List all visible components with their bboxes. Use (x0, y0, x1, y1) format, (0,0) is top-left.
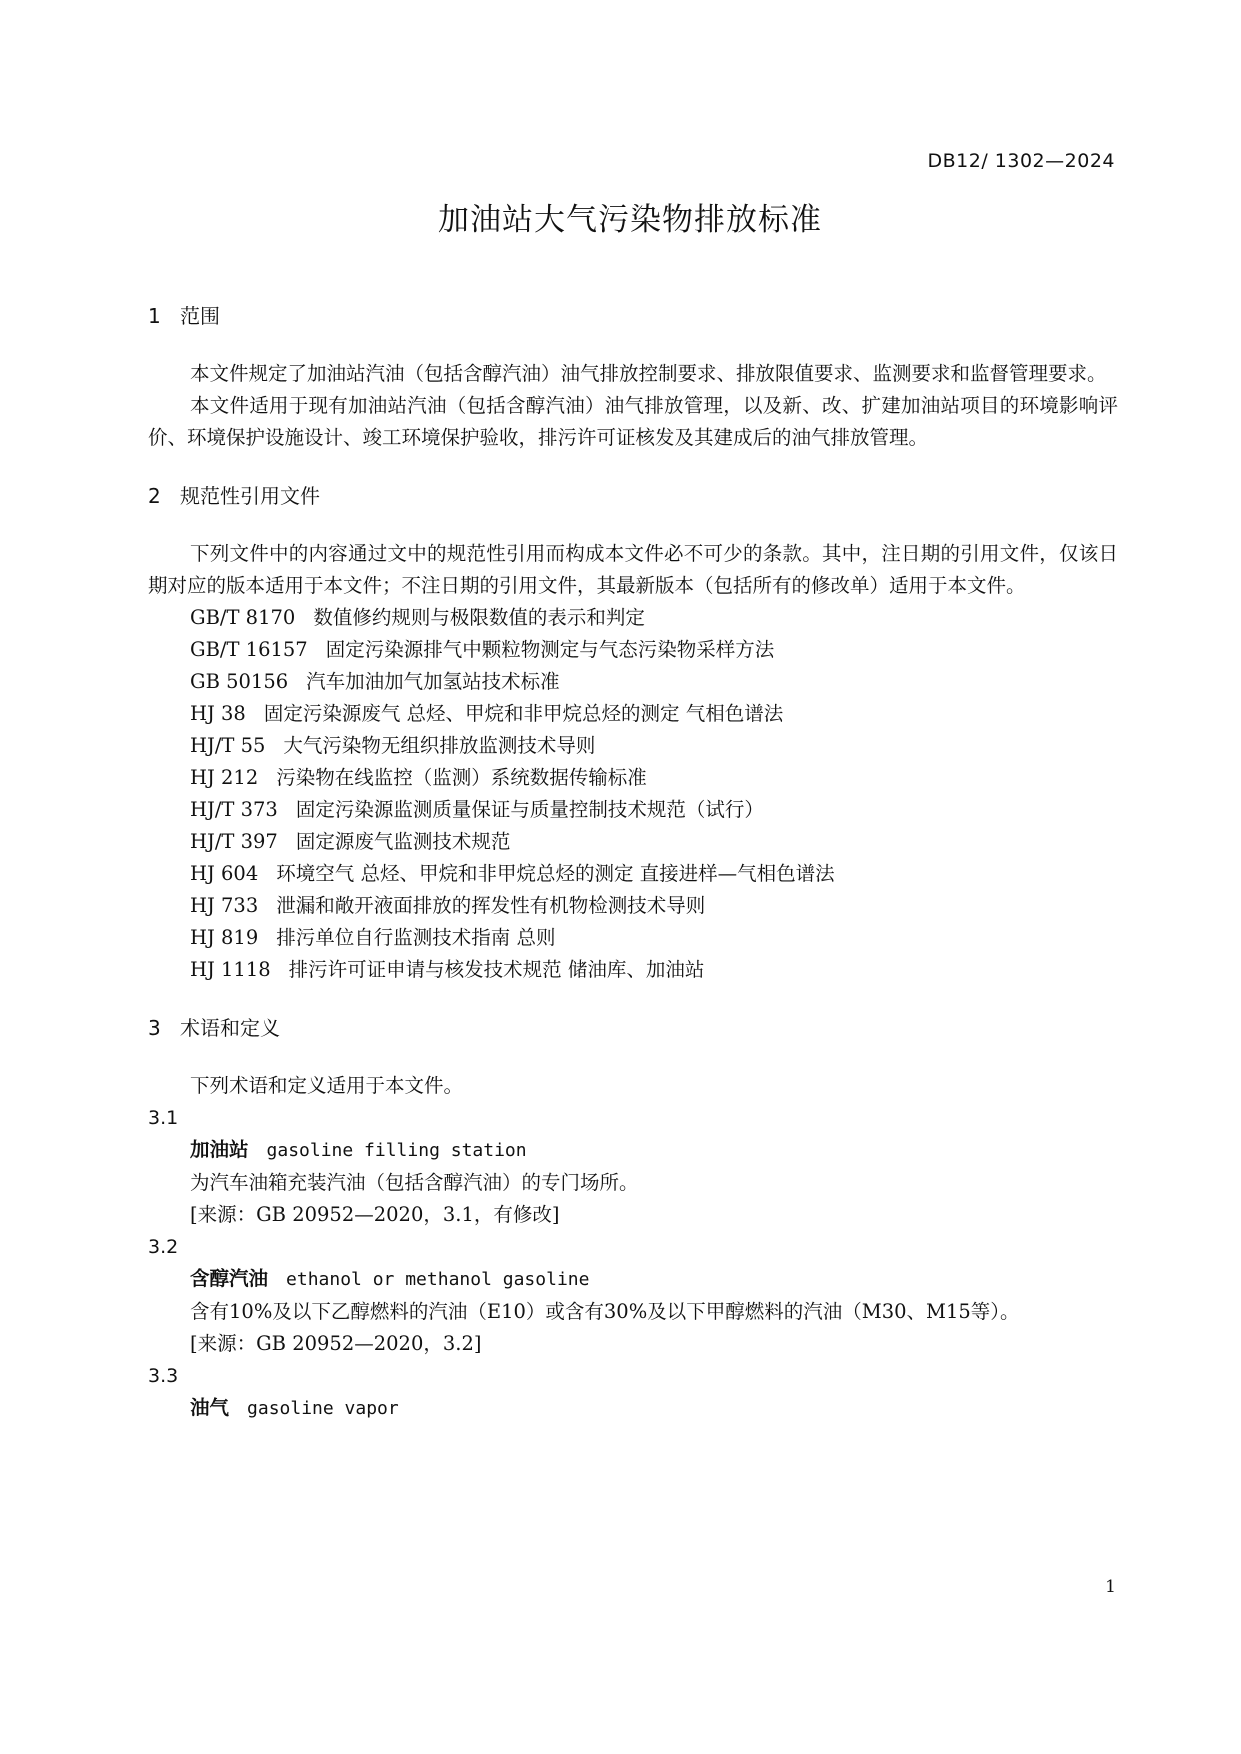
term-heading (148, 1134, 1118, 1167)
reference-item (148, 698, 1118, 730)
section-title: 范围 (180, 304, 220, 328)
term-source: [来源：GB 20952—2020，3.1，有修改] (190, 1203, 560, 1226)
term-english: ethanol or methanol gasoline (286, 1269, 590, 1290)
reference-item (148, 954, 1118, 986)
section-title: 规范性引用文件 (180, 484, 320, 508)
reference-title: 固定源废气监测技术规范 (295, 830, 511, 853)
term-list (148, 1102, 1118, 1425)
term-heading (148, 1392, 1118, 1425)
term-heading (148, 1263, 1118, 1296)
term-entry (148, 1231, 1118, 1360)
reference-item (148, 826, 1118, 858)
scope-paragraph-2: 本文件适用于现有加油站汽油（包括含醇汽油）油气排放管理，以及新、改、扩建加油站项目的环境影响评价、环境保护设施设计、竣工环境保护验收，排污许可证核发及其建成后的油气排放管理。 (148, 394, 1118, 449)
reference-title: 固定污染源废气 总烃、甲烷和非甲烷总烃的测定 气相色谱法 (263, 702, 784, 725)
document-body (148, 300, 1118, 1425)
reference-item (148, 666, 1118, 698)
reference-item (148, 794, 1118, 826)
reference-code: HJ/T 373 (190, 798, 278, 821)
reference-code: HJ 1118 (190, 958, 271, 981)
reference-code: GB/T 8170 (190, 606, 296, 629)
standard-code: DB12/ 1302—2024 (927, 150, 1115, 172)
reference-title: 污染物在线监控（监测）系统数据传输标准 (276, 766, 647, 789)
term-name: 含醇汽油 (190, 1267, 269, 1290)
document-title: 加油站大气污染物排放标准 (438, 202, 822, 238)
reference-title: 汽车加油加气加氢站技术标准 (306, 670, 560, 693)
term-definition: 含有10%及以下乙醇燃料的汽油（E10）或含有30%及以下甲醇燃料的汽油（M30、M15等）。 (190, 1300, 1020, 1323)
reference-code: HJ/T 397 (190, 830, 278, 853)
section-number: 1 (148, 304, 161, 328)
reference-title: 排污许可证申请与核发技术规范 储油库、加油站 (288, 958, 705, 981)
term-entry (148, 1102, 1118, 1231)
reference-code: GB 50156 (190, 670, 289, 693)
reference-item (148, 762, 1118, 794)
reference-code: HJ 604 (190, 862, 259, 885)
reference-item (148, 890, 1118, 922)
terms-intro: 下列术语和定义适用于本文件。 (190, 1074, 464, 1097)
reference-title: 环境空气 总烃、甲烷和非甲烷总烃的测定 直接进样—气相色谱法 (276, 862, 835, 885)
section-number: 2 (148, 484, 161, 508)
section-3-heading (148, 1012, 1118, 1044)
reference-code: HJ 38 (190, 702, 246, 725)
reference-item (148, 730, 1118, 762)
section-2-heading (148, 480, 1118, 512)
section-1-heading (148, 300, 1118, 332)
reference-title: 数值修约规则与极限数值的表示和判定 (313, 606, 645, 629)
reference-code: HJ 733 (190, 894, 259, 917)
term-name: 加油站 (190, 1138, 249, 1161)
reference-list (148, 602, 1118, 986)
term-source: [来源：GB 20952—2020，3.2] (190, 1332, 482, 1355)
reference-title: 排污单位自行监测技术指南 总则 (276, 926, 556, 949)
term-entry (148, 1360, 1118, 1425)
reference-title: 大气污染物无组织排放监测技术导则 (283, 734, 596, 757)
reference-item (148, 858, 1118, 890)
reference-title: 泄漏和敞开液面排放的挥发性有机物检测技术导则 (276, 894, 706, 917)
reference-title: 固定污染源监测质量保证与质量控制技术规范（试行） (295, 798, 764, 821)
section-title: 术语和定义 (180, 1016, 280, 1040)
term-english: gasoline filling station (266, 1140, 527, 1161)
term-number: 3.2 (148, 1236, 179, 1258)
section-number: 3 (148, 1016, 161, 1040)
reference-item (148, 602, 1118, 634)
reference-code: HJ/T 55 (190, 734, 266, 757)
reference-item (148, 634, 1118, 666)
reference-code: HJ 819 (190, 926, 259, 949)
term-definition: 为汽车油箱充装汽油（包括含醇汽油）的专门场所。 (190, 1171, 639, 1194)
term-name: 油气 (190, 1396, 230, 1419)
reference-code: HJ 212 (190, 766, 259, 789)
term-number: 3.3 (148, 1365, 179, 1387)
reference-code: GB/T 16157 (190, 638, 308, 661)
term-number: 3.1 (148, 1107, 179, 1129)
reference-title: 固定污染源排气中颗粒物测定与气态污染物采样方法 (325, 638, 775, 661)
reference-item (148, 922, 1118, 954)
scope-paragraph-1: 本文件规定了加油站汽油（包括含醇汽油）油气排放控制要求、排放限值要求、监测要求和监督管理要求。 (190, 362, 1107, 385)
term-english: gasoline vapor (247, 1398, 399, 1419)
page-number: 1 (1105, 1577, 1116, 1597)
references-intro: 下列文件中的内容通过文中的规范性引用而构成本文件必不可少的条款。其中，注日期的引用文件，仅该日期对应的版本适用于本文件；不注日期的引用文件，其最新版本（包括所有的修改单）适用于本文件。 (148, 542, 1118, 597)
